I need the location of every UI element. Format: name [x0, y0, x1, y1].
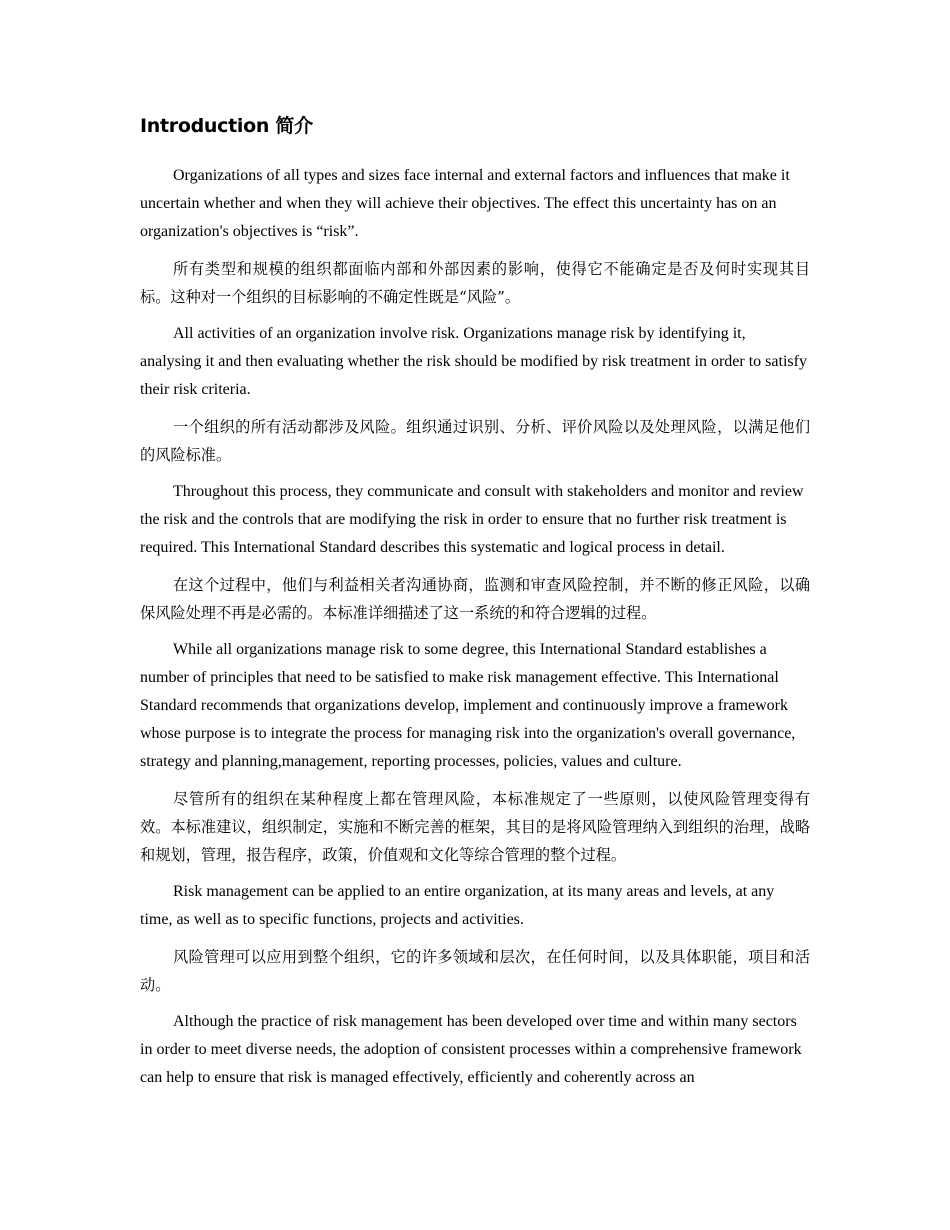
document-body: [140, 112, 810, 1101]
paragraph-zh-3: 在这个过程中，他们与利益相关者沟通协商，监测和审查风险控制，并不断的修正风险，以确保风险处理不再是必需的。本标准详细描述了这一系统的和符合逻辑的过程。: [140, 576, 810, 622]
paragraph-en-5: Risk management can be applied to an entire organization, at its many areas and levels, at any time, as well as to specific functions, projects and activities.: [140, 883, 775, 928]
paragraph-zh-1: 所有类型和规模的组织都面临内部和外部因素的影响，使得它不能确定是否及何时实现其目标。这种对一个组织的目标影响的不确定性既是“风险”。: [140, 260, 810, 306]
paragraph-en-2: All activities of an organization involve risk. Organizations manage risk by identifying it, analysing it and then evaluating whether the risk should be modified by risk treatment in order to satisfy their risk criteria.: [140, 325, 807, 398]
paragraph-en-4: While all organizations manage risk to some degree, this International Standard establishes a number of principles that need to be satisfied to make risk management effective. This International Standard recommends that organizations develop, implement and continuously improve a framework whose purpose is to integrate the process for managing risk into the organization's overall governance, strategy and planning,management, reporting processes, policies, values and culture.: [140, 641, 796, 770]
paragraph-en-3: Throughout this process, they communicate and consult with stakeholders and monitor and review the risk and the controls that are modifying the risk in order to ensure that no further risk treatment is required. This International Standard describes this systematic and logical process in detail.: [140, 483, 804, 556]
paragraph-en-1: Organizations of all types and sizes face internal and external factors and influences that make it uncertain whether and when they will achieve their objectives. The effect this uncertainty has on an organization's objectives is “risk”.: [140, 167, 790, 240]
paragraph-zh-2: 一个组织的所有活动都涉及风险。组织通过识别、分析、评价风险以及处理风险，以满足他们的风险标准。: [140, 418, 810, 464]
section-heading: Introduction 简介: [140, 115, 313, 137]
paragraph-en-6: Although the practice of risk management has been developed over time and within many sectors in order to meet diverse needs, the adoption of consistent processes within a comprehensive framework can help to ensure that risk is managed effectively, efficiently and coherently across an: [140, 1013, 802, 1086]
paragraph-zh-5: 风险管理可以应用到整个组织，它的许多领域和层次，在任何时间，以及具体职能，项目和活动。: [140, 948, 810, 994]
paragraph-zh-4: 尽管所有的组织在某种程度上都在管理风险，本标准规定了一些原则，以使风险管理变得有效。本标准建议，组织制定，实施和不断完善的框架，其目的是将风险管理纳入到组织的治理，战略和规划，管理，报告程序，政策，价值观和文化等综合管理的整个过程。: [140, 790, 810, 864]
